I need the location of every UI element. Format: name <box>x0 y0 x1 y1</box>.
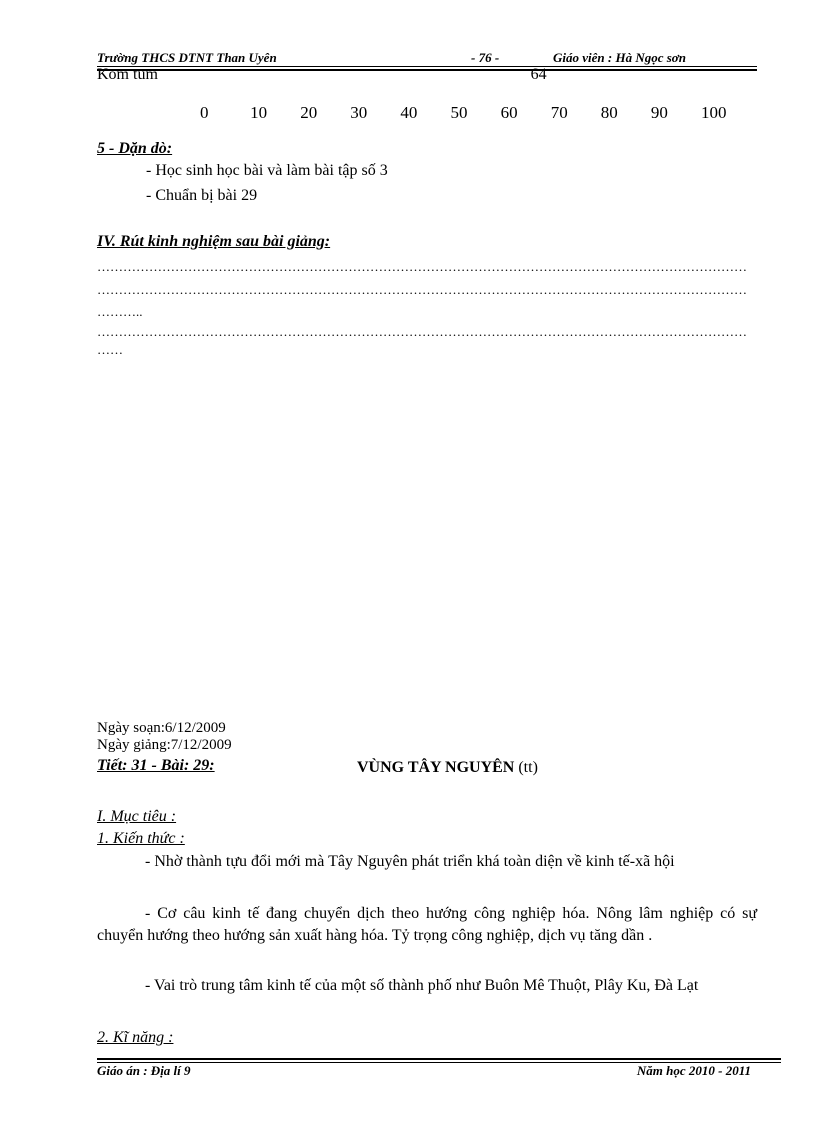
footer-school-year: Năm học 2010 - 2011 <box>636 1063 751 1078</box>
footer-rule-thick <box>97 1058 781 1060</box>
knowledge-paragraph <box>97 975 757 997</box>
lesson-period: Tiết: 31 - Bài: 29: <box>97 757 215 774</box>
knowledge-paragraph-text: - Vai trò trung tâm kinh tế của một số thành phố như Buôn Mê Thuột, Plây Ku, Đà Lạt <box>145 977 699 994</box>
section5-title: 5 - Dặn dò: <box>97 140 173 157</box>
prep-date: Ngày soạn:6/12/2009 <box>97 720 226 736</box>
chart-tick-label: 10 <box>250 103 268 122</box>
chart-category-label: Kom tum <box>97 66 158 83</box>
knowledge-paragraph <box>97 903 757 947</box>
lesson-title-main: VÙNG TÂY NGUYÊN <box>357 759 515 776</box>
dotted-line: ……….. <box>97 305 143 319</box>
chart-tick-label: 40 <box>400 103 418 122</box>
lesson-title-suffix: (tt) <box>514 759 538 776</box>
lesson-title <box>357 759 538 777</box>
footer-subject: Giáo án : Địa lí 9 <box>97 1063 191 1078</box>
dotted-line: …………………………………………………………………………………………………………………………………… <box>97 283 747 297</box>
objectives-title: I. Mục tiêu : <box>97 808 177 825</box>
knowledge-paragraph-text: - Cơ câu kinh tế đang chuyển dịch theo hướng công nghiệp hóa. Nông lâm nghiệp có sự chuyển hướng theo hướng sản xuất hàng hóa. Tỷ trọng công nghiệp, dịch vụ tăng dần . <box>97 905 757 944</box>
chart-tick-label: 80 <box>600 103 618 122</box>
section5-item: - Học sinh học bài và làm bài tập số 3 <box>146 162 388 179</box>
header-school: Trường THCS DTNT Than Uyên <box>97 50 277 65</box>
chart-tick-label: 90 <box>650 103 668 122</box>
header-teacher: Giáo viên : Hà Ngọc sơn <box>553 50 686 65</box>
teach-date: Ngày giảng:7/12/2009 <box>97 737 232 753</box>
knowledge-title: 1. Kiến thức : <box>97 830 185 847</box>
chart-tick-label: 70 <box>550 103 568 122</box>
skills-title: 2. Kĩ năng : <box>97 1029 174 1046</box>
chart-tick-label: 0 <box>200 103 209 122</box>
chart-tick-label: 30 <box>350 103 368 122</box>
running-footer <box>97 1063 781 1079</box>
dotted-line: …………………………………………………………………………………………………………………………………… <box>97 325 747 339</box>
knowledge-paragraph-text: - Nhờ thành tựu đổi mới mà Tây Nguyên phát triển khá toàn diện về kinh tế-xã hội <box>145 853 675 870</box>
dotted-line: …………………………………………………………………………………………………………………………………… <box>97 260 747 274</box>
chart-data-label: 64 <box>530 66 547 83</box>
chart-tick-label: 20 <box>300 103 318 122</box>
running-header <box>97 50 757 66</box>
header-page-number: - 76 - <box>471 50 500 65</box>
knowledge-paragraph <box>97 851 757 873</box>
section4-title: IV. Rút kinh nghiệm sau bài giảng: <box>97 233 331 250</box>
chart-tick-label: 100 <box>701 103 727 122</box>
chart-tick-label: 50 <box>450 103 468 122</box>
chart-tick-label: 60 <box>500 103 518 122</box>
chart-x-axis-ticks <box>0 103 816 123</box>
section5-item: - Chuẩn bị bài 29 <box>146 187 258 204</box>
dotted-line: …… <box>97 343 123 357</box>
chart-row <box>97 66 757 86</box>
